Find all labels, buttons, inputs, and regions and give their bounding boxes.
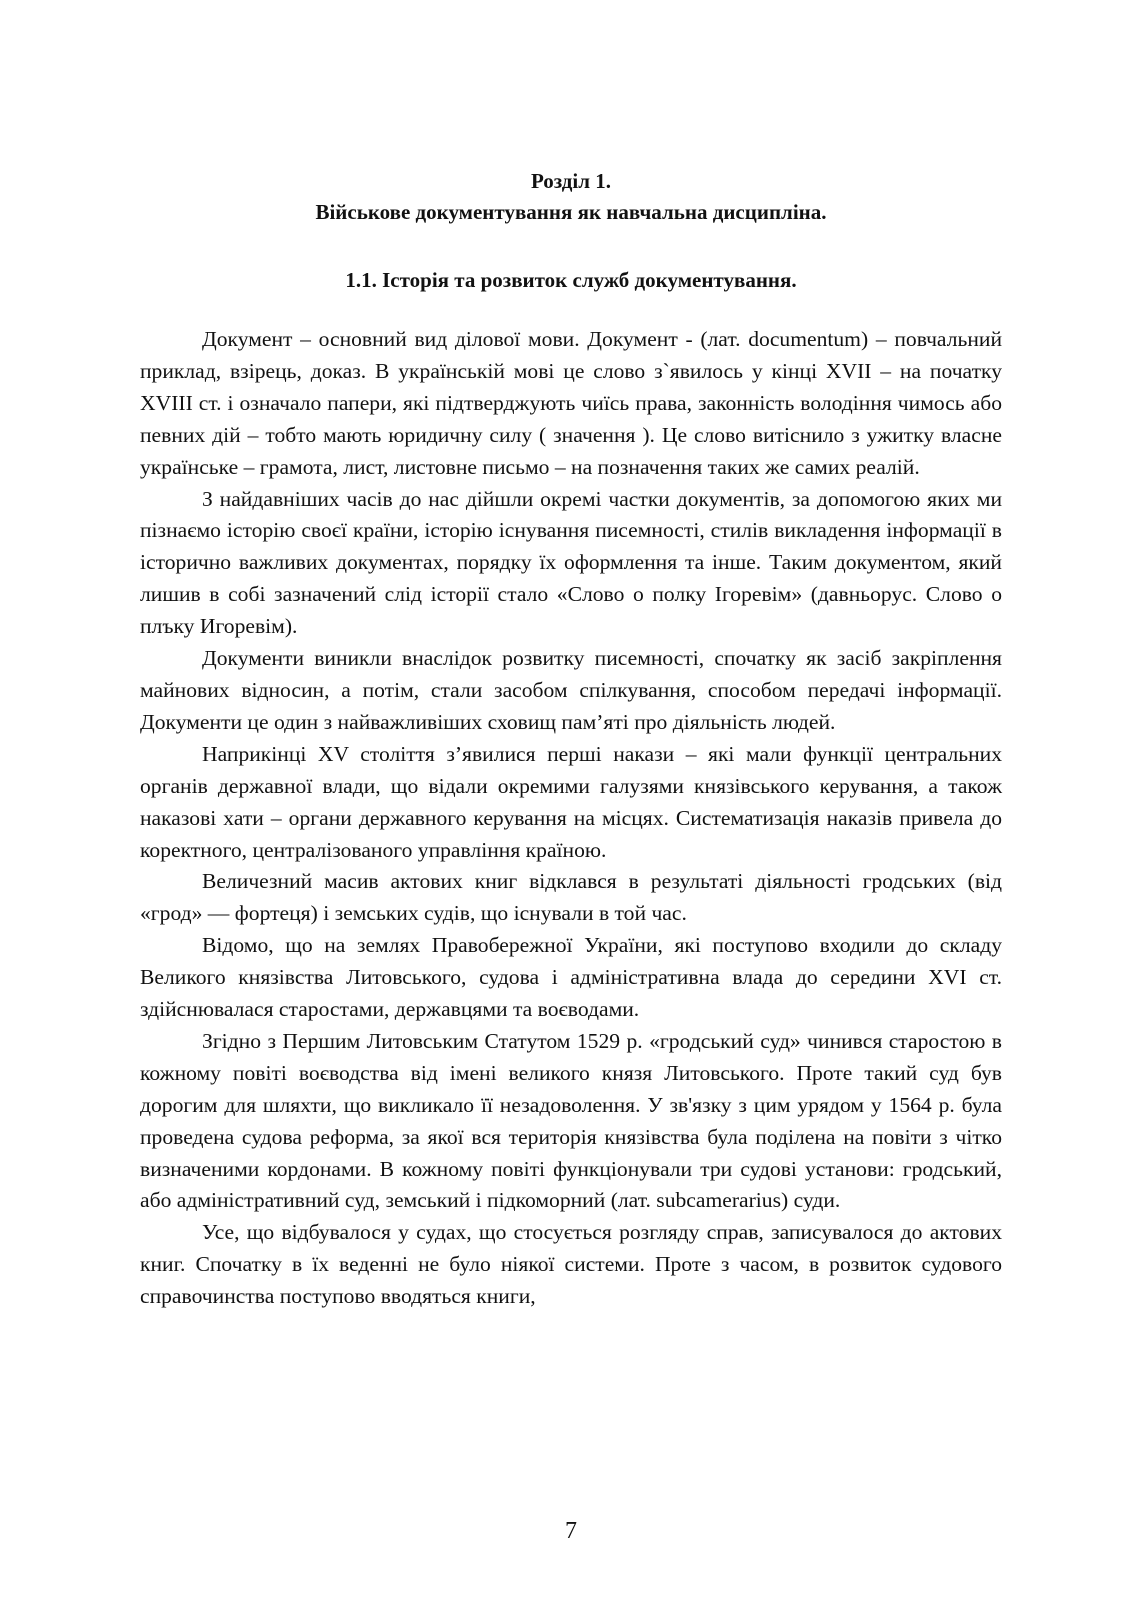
body-text [140, 324, 1002, 1313]
paragraph: Наприкінці XV століття з’явилися перші накази – які мали функції центральних органів державної влади, що відали окремими галузями князівського керування, а також наказові хати – органи державного керування на місцях. Систематизація наказів привела до коректного, централізованого управління країною. [140, 741, 1002, 862]
paragraph: Відомо, що на землях Правобережної України, які поступово входили до складу Великого князівства Литовського, судова і адміністративна влада до середини XVI ст. здійснювалася старостами, державцями та воєводами. [140, 933, 1002, 1022]
chapter-heading [140, 166, 1002, 228]
section-title: 1.1. Історія та розвиток служб документування. [345, 268, 797, 292]
page-number: 7 [565, 1518, 577, 1544]
paragraph: З найдавніших часів до нас дійшли окремі частки документів, за допомогою яких ми пізнаємо історію своєї країни, історію існування писемності, стилів викладення інформації в історично важливих документах, порядку їх оформлення та інше. Таким документом, який лишив в собі зазначений слід історії стало «Слово о полку Ігоревім» (давньорус. Слово о плъку Игоревім). [140, 486, 1002, 639]
paragraph: Згідно з Першим Литовським Статутом 1529 р. «гродський суд» чинився старостою в кожному повіті воєводства від імені великого князя Литовського. Проте такий суд був дорогим для шляхти, що викликало її незадоволення. У зв'язку з цим урядом у 1564 р. була проведена судова реформа, за якої вся територія князівства була поділена на повіти з чітко визначеними кордонами. В кожному повіті функціонували три судові установи: гродський, або адміністративний суд, земський і підкоморний (лат. subcamerarius) суди. [140, 1028, 1002, 1213]
chapter-title: Військове документування як навчальна дисципліна. [315, 200, 827, 224]
paragraph: Документи виникли внаслідок розвитку писемності, спочатку як засіб закріплення майнових відносин, а потім, стали засобом спілкування, способом передачі інформації. Документи це один з найважливіших сховищ пам’яті про діяльність людей. [140, 646, 1002, 734]
paragraph: Документ – основний вид ділової мови. Документ - (лат. documentum) – повчальний приклад, взірець, доказ. В українській мові це слово з`явилось у кінці XVII – на початку XVIII ст. і означало папери, які підтверджують чиїсь права, законність володіння чимось або певних дій – тобто мають юридичну силу ( значення ). Це слово витіснило з ужитку власне українське – грамота, лист, листовне письмо – на позначення таких же самих реалій. [140, 327, 1002, 479]
paragraph: Величезний масив актових книг відклався в результаті діяльності гродських (від «грод» — фортеця) і земських судів, що існували в той час. [140, 869, 1002, 926]
chapter-label: Розділ 1. [530, 169, 612, 193]
paragraph: Усе, що відбувалося у судах, що стосується розгляду справ, записувалося до актових книг. Спочатку в їх веденні не було ніякої системи. Проте з часом, в розвиток судового справочинства поступово вводяться книги, [140, 1220, 1002, 1309]
